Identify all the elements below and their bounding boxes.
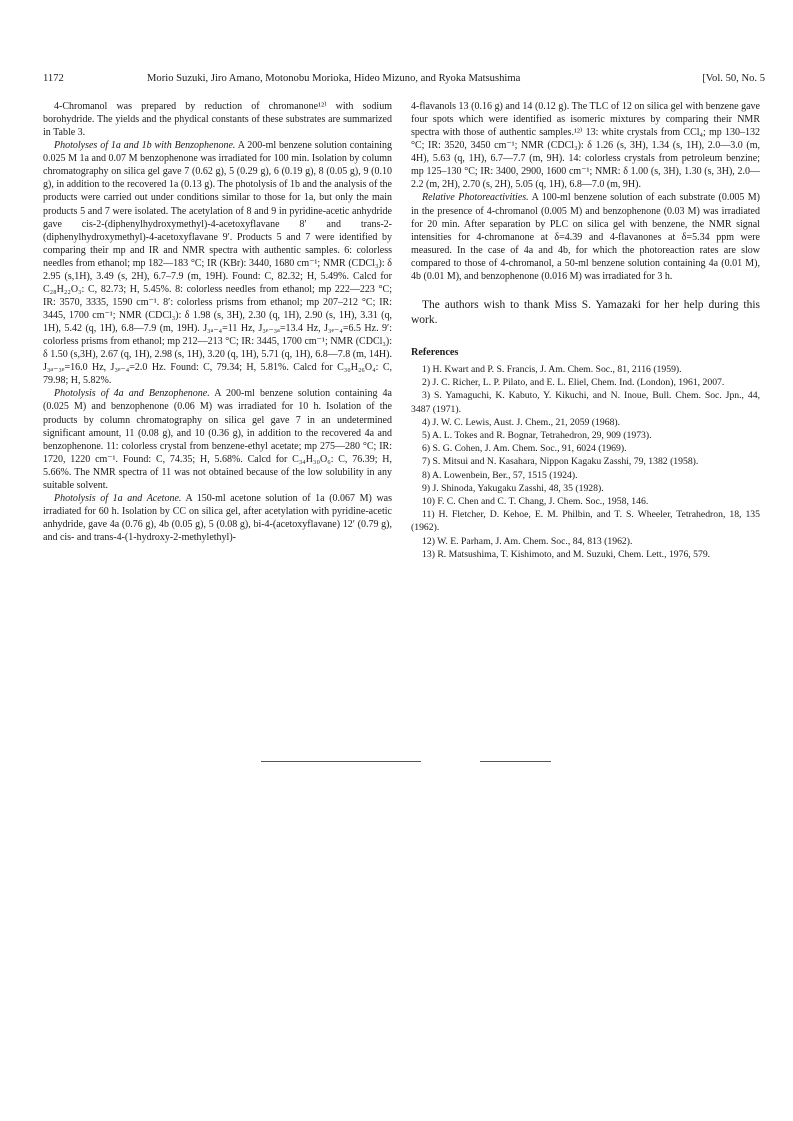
reference-item: 6) S. G. Cohen, J. Am. Chem. Soc., 91, 6024 (1969). [422, 443, 627, 455]
reference-item: 4) J. W. C. Lewis, Aust. J. Chem., 21, 2059 (1968). [422, 416, 621, 428]
acknowledgement: The authors wish to thank Miss S. Yamazaki for her help during this work. [411, 298, 760, 326]
reference-item: 8) A. Lowenbein, Ber., 57, 1515 (1924). [422, 469, 578, 481]
page-number: 1172 [43, 73, 64, 84]
reference-item: 1) H. Kwart and P. S. Francis, J. Am. Chem. Soc., 81, 2116 (1959). [422, 363, 682, 375]
volume-info: [Vol. 50, No. 5 [702, 73, 765, 84]
reference-item: 13) R. Matsushima, T. Kishimoto, and M. Suzuki, Chem. Lett., 1976, 579. [422, 548, 711, 560]
runin-title: Relative Photoreactivities. [422, 192, 529, 204]
reference-item: 10) F. C. Chen and C. T. Chang, J. Chem. Soc., 1958, 146. [422, 495, 649, 507]
paragraph-body: A 200-ml benzene solution containing 4a (0.025 M) and benzophenone (0.06 M) was irradiated for 10 h. Isolation of the products by column chromatography on silica gel gave 7 in an undetermined significant amount, 11 (0.08 g), and 10 (0.36 g), in addition to the recovered 4a and benzophenone. 11: colorless crystal from benzene-ethyl acetate; mp 275—280 °C; IR: 1720, 1220 cm⁻¹. Found: C, 74.35; H, 5.68%. Calcd for C₃₄H₃₀O₆: C, 76.39; H, 5.66%. The NMR spectra of 11 was not obtained because of the low solubility in any suitable solvent. [43, 388, 392, 491]
end-rule-left [261, 761, 421, 762]
paragraph-chromanol: 4-Chromanol was prepared by reduction of chromanone¹²⁾ with sodium borohydride. The yields and the phydical constants of these substrates are summarized in Table 3. [43, 101, 392, 139]
references-heading: References [411, 346, 459, 358]
end-rule-right [480, 761, 551, 762]
paragraph-flavanols: 4-flavanols 13 (0.16 g) and 14 (0.12 g). The TLC of 12 on silica gel with benzene gave four spots which were identified as isomeric mixtures by comparing their NMR spectra with those of authentic samples.¹²⁾ 13: white crystals from CCl₄; mp 130–132 °C; IR: 3520, 3450 cm⁻¹; NMR (CDCl₃): δ 1.26 (s, 3H), 1.34 (s, 1H), 2.0—3.0 (m, 4H), 5.63 (q, 1H), 6.7—7.7 (m, 9H). 14: colorless crystals from petroleum benzine; mp 125–130 °C; IR: 3400, 2900, 1600 cm⁻¹; NMR: δ 1.00 (s, 3H), 1.30 (s, 3H), 2.0—2.2 (m, 2H), 2.70 (s, 2H), 5.05 (q, 1H), 6.8—7.0 (m, 9H). [411, 101, 760, 191]
right-column [411, 100, 760, 561]
paragraph-body: A 100-ml benzene solution of each substrate (0.005 M) in the presence of 4-chromanol (0.005 M) and benzophenone (0.03 M) was irradiated for 20 min. After separation by PLC on silica gel with benzene, the NMR signal intensities for 4-chromanone at δ=4.39 and 4-flavanones at δ=5.34 ppm were measured. In the case of 4a and 4b, for which the photoreaction rates are slow compared to those of 4-chromanol, a 50-ml benzene solution containing 4a (0.01 M), 4b (0.01 M), and benzophenone (0.016 M) was irradiated for 3 h. [411, 192, 761, 282]
running-header [43, 73, 765, 89]
paragraph-body: A 150-ml acetone solution of 1a (0.067 M) was irradiated for 60 h. Isolation by CC on silica gel, after acetylation with pyridine-acetic anhydride, gave 4a (0.76 g), 4b (0.05 g), 5 (0.08 g), bi-4-(acetoxyflavane) 12′ (0.79 g), and cis- and trans-4-(1-hydroxy-2-methylethyl)- [43, 492, 393, 544]
paragraph-relative-photoreactivities [411, 191, 760, 282]
reference-item: 5) A. L. Tokes and R. Bognar, Tetrahedron, 29, 909 (1973). [422, 429, 652, 441]
runin-title: Photolysis of 1a and Acetone. [54, 492, 182, 504]
paragraph-body: A 200-ml benzene solution containing 0.025 M 1a and 0.07 M benzophenone was irradiated for 100 min. Isolation by column chromatography on silica gel gave 7 (0.62 g), 5 (0.29 g), 6 (0.19 g), 8 (0.05 g), 9 (0.10 g), in addition to the recovered 1a (0.13 g). The photolysis of 1b and the analysis of the products were carried out under conditions similar to those for 1a, but only the main products 5 and 7 were isolated. The acetylation of 8 and 9 in pyridine-acetic anhydride gave cis-2-(diphenylhydroxymethyl)-4-acetoxyflavane 8′ and trans-2-(diphenylhydroxymethyl)-4-acetoxyflavane 9′. Products 5 and 7 were identified by comparing their mp and IR and NMR spectra with authentic samples. 6: colorless needles from ethanol; mp 182—183 °C; IR (KBr): 3440, 1680 cm⁻¹; NMR (CDCl₃): δ 2.95 (s,1H), 3.49 (s, 2H), 6.7–7.9 (m, 19H). Found: C, 82.32; H, 5.49%. Calcd for C₂₈H₂₂O₃: C, 82.73; H, 5.45%. 8: colorless needles from ethanol; mp 222—223 °C; IR: 3570, 3335, 1590 cm⁻¹. 8′: colorless prisms from ethanol; mp 207–212 °C; IR: 3445, 1700 cm⁻¹; NMR (CDCl₃): δ 1.98 (s, 3H), 2.30 (q, 1H), 2.90 (s, 1H), 3.31 (q, 1H), 5.42 (q, 1H), 6.8—7.9 (m, 19H). J₃ₐ₋₄=11 Hz, J₃ₑ₋₃ₐ=13.4 Hz, J₃ₑ₋₄=6.5 Hz. 9′: colorless prisms from ethanol; mp 212—213 °C; IR: 3445, 1700 cm⁻¹; NMR (CDCl₃): δ 1.50 (s,3H), 2.67 (q, 1H), 2.98 (s, 1H), 3.20 (q, 1H), 5.71 (q, 1H), 6.8—7.8 (m, 14H). J₃ₐ₋₃ₑ=16.0 Hz, J₃ₑ₋₄=2.0 Hz. Found: C, 79.34; H, 5.81%. Calcd for C₃₀H₂₆O₄: C, 79.98; H, 5.82%. [43, 140, 392, 387]
runin-title: Photolyses of 1a and 1b with Benzophenone. [54, 140, 236, 152]
paragraph-photolyses-1a-1b [43, 139, 392, 387]
reference-item: 9) J. Shinoda, Yakugaku Zasshi, 48, 35 (1928). [422, 482, 604, 494]
left-column [43, 100, 392, 544]
reference-item: 7) S. Mitsui and N. Kasahara, Nippon Kagaku Zasshi, 79, 1382 (1958). [422, 456, 699, 468]
paragraph-photolysis-acetone [43, 492, 392, 544]
reference-list [411, 363, 760, 561]
reference-item: 12) W. E. Parham, J. Am. Chem. Soc., 84, 813 (1962). [422, 535, 633, 547]
paragraph-photolysis-4a [43, 387, 392, 492]
reference-item: 11) H. Fletcher, D. Kehoe, E. M. Philbin, and T. S. Wheeler, Tetrahedron, 18, 135 (1962). [411, 509, 760, 534]
running-authors: Morio Suzuki, Jiro Amano, Motonobu Morioka, Hideo Mizuno, and Ryoka Matsushima [147, 73, 521, 84]
reference-item: 3) S. Yamaguchi, K. Kabuto, Y. Kikuchi, and N. Inoue, Bull. Chem. Soc. Jpn., 44, 3487 (1971). [411, 390, 760, 415]
reference-item: 2) J. C. Richer, L. P. Pilato, and E. L. Eliel, Chem. Ind. (London), 1961, 2007. [422, 377, 725, 389]
runin-title: Photolysis of 4a and Benzophenone. [54, 388, 210, 400]
